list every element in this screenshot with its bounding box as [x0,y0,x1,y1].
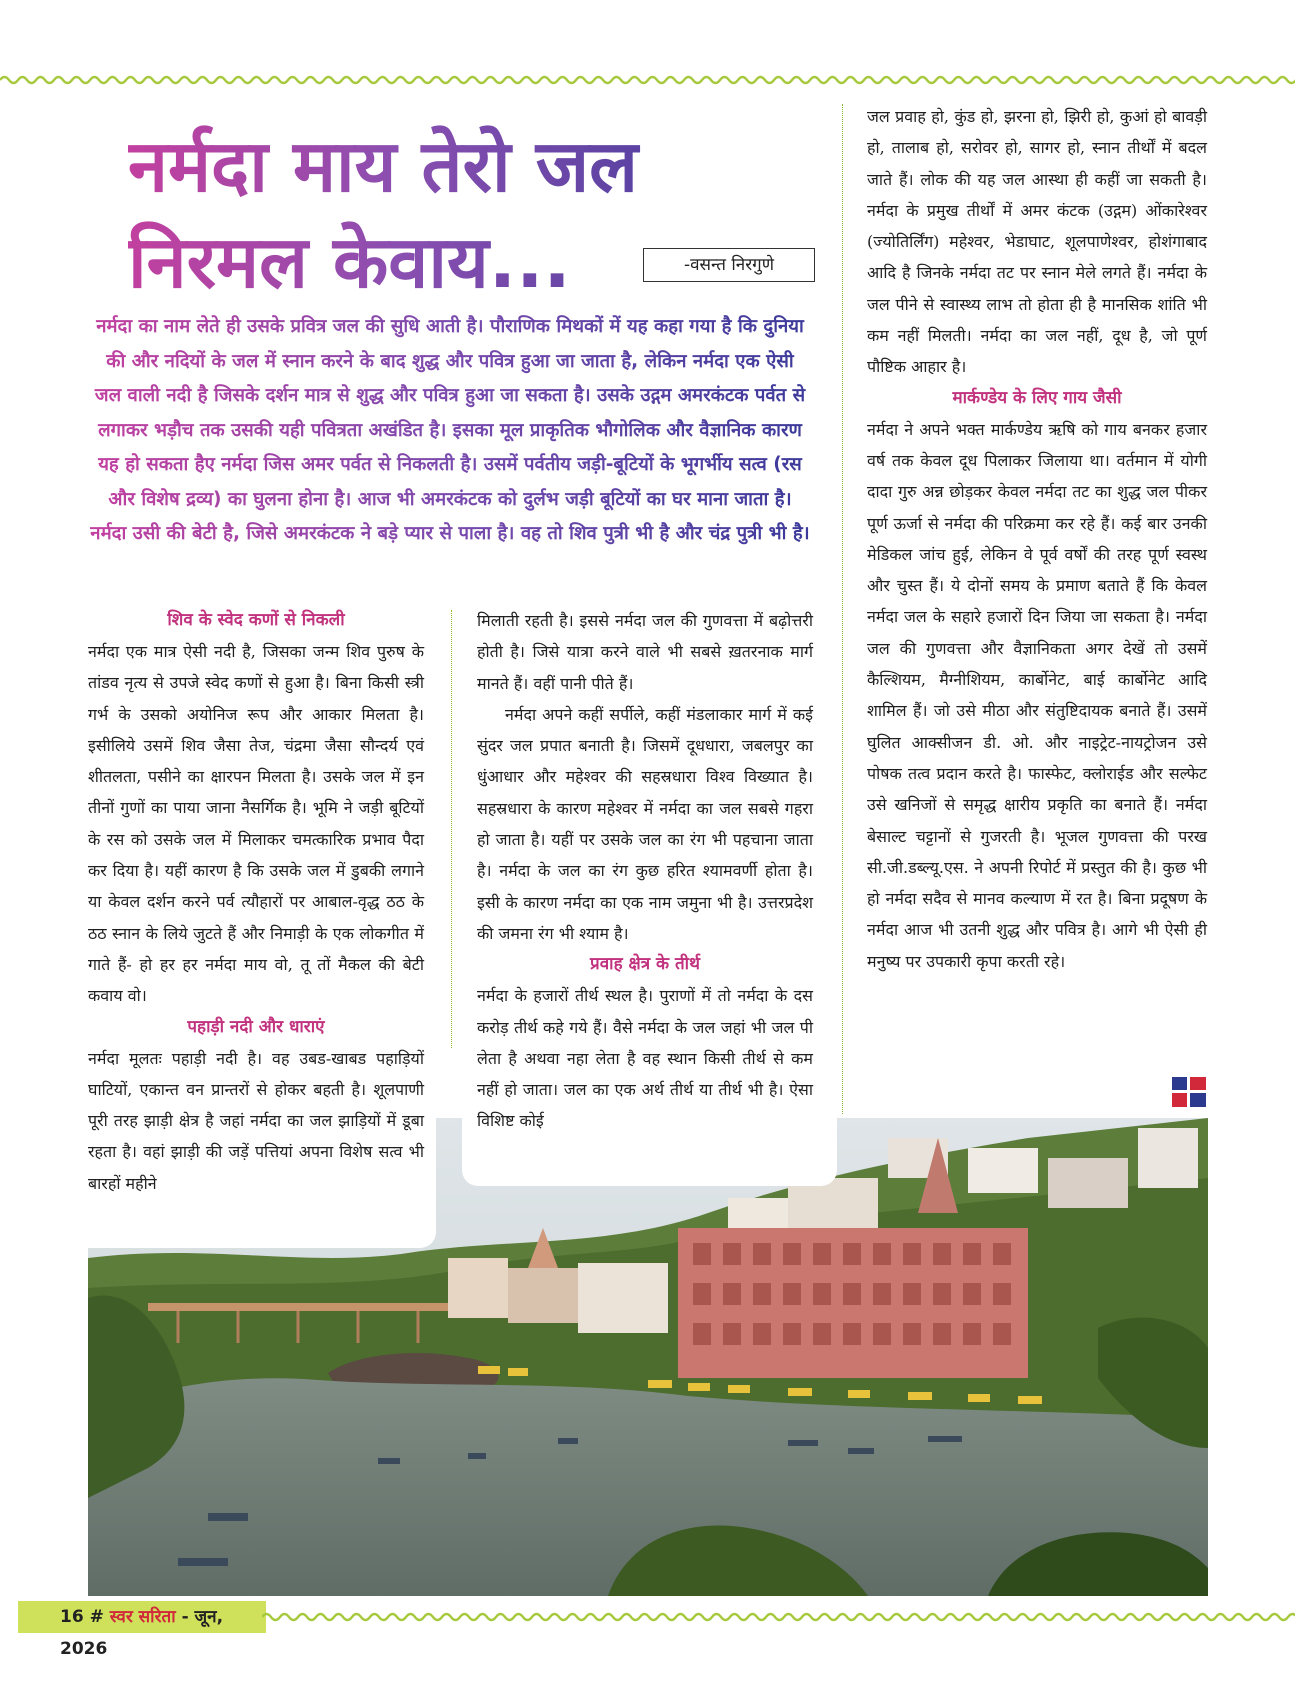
end-mark-icon [1172,1077,1206,1107]
issue-date: - जून, 2026 [60,1607,224,1659]
subheading-teerth: प्रवाह क्षेत्र के तीर्थ [590,954,700,975]
paragraph: नर्मदा अपने कहीं सर्पीले, कहीं मंडलाकार मार्ग में कई सुंदर जल प्रपात बनाती है। जिसमें दूधधारा, जबलपुर का धुंआधार और महेश्वर की सहस्रधारा विश्व विख्यात है। सहस्रधारा के कारण महेश्वर में नर्मदा का जल सबसे गहरा हो जाता है। यहीं पर उसके जल का रंग भी पहचाना जाता है। नर्मदा के जल का रंग कुछ हरित श्यामवर्णी होता है। इसी के कारण नर्मदा का एक नाम जमुना भी है। उत्तरप्रदेश की जमना रंग भी श्याम है। [477,704,813,943]
paragraph: नर्मदा के हजारों तीर्थ स्थल है। पुराणों में तो नर्मदा के दस करोड़ तीर्थ कहे गये हैं। वैसे नर्मदा के जल जहां भी जल पी लेता है अथवा नहा लेता है वह स्थान किसी तीर्थ से कम नहीं हो जाता। जल का एक अर्थ तीर्थ या तीर्थ भी है। ऐसा विशिष्ट कोई [477,986,813,1131]
title-line-1: नर्मदा माय तेरो जल [128,124,638,208]
subheading-pahadi: पहाड़ी नदी और धाराएं [187,1016,325,1037]
page-footer [18,1601,266,1659]
paragraph: मिलाती रहती है। इससे नर्मदा जल की गुणवत्ता में बढ़ोत्तरी होती है। जिसे यात्रा करने वाले भी सबसे ख़तरनाक मार्ग मानते हैं। वहीं पानी पीते हैं। [477,611,813,693]
page-number: 16 # [60,1607,104,1627]
title-line-2: निरमल केवाय... [128,220,571,304]
bottom-wave-border [262,1609,1295,1625]
subheading-markandeya: मार्कण्डेय के लिए गाय जैसी [952,387,1122,408]
paragraph: नर्मदा मूलतः पहाड़ी नदी है। वह उबड-खाबड पहाड़ियों घाटियों, एकान्त वन प्रान्तरों से होकर बहती है। शूलपाणी पूरी तरह झाड़ी क्षेत्र है जहां नर्मदा का जल झाड़ियों में डूबा रहता है। वहां झाड़ी की जड़ें पत्तियां अपना विशेष सत्व भी बारहों महीने [88,1048,424,1193]
column-divider-1 [451,610,452,1048]
column-2 [477,605,813,1137]
article-title [128,118,728,310]
subheading-shiv: शिव के स्वेद कणों से निकली [167,610,345,630]
paragraph: नर्मदा ने अपने भक्त मार्कण्डेय ऋषि को गाय बनकर हजार वर्ष तक केवल दूध पिलाकर जिलाया था। वर्तमान में योगी दादा गुरु अन्न छोड़कर केवल नर्मदा तट का शुद्ध जल पीकर पूर्ण ऊर्जा से नर्मदा की परिक्रमा कर रहे हैं। कई बार उनकी मेडिकल जांच हुई, लेकिन वे पूर्व वर्षों की तरह पूर्ण स्वस्थ और चुस्त हैं। ये दोनों समय के प्रमाण बताते हैं कि केवल नर्मदा जल के सहारे हजारों दिन जिया जा सकता है। नर्मदा जल की गुणवत्ता और वैज्ञानिकता अगर देखें तो उसमें कैल्शियम, मैग्नीशियम, कार्बोनेट, बाई कार्बोनेट आदि शामिल हैं। जो उसे मीठा और संतुष्टिदायक बनाते हैं। उसमें घुलित आक्सीजन डी. ओ. और नाइट्रेट-नायट्रोजन उसे पोषक तत्व प्रदान करते है। फास्फेट, क्लोराईड और सल्फेट उसे खनिजों से समृद्ध क्षारीय प्रकृति का बनाते हैं। नर्मदा बेसाल्ट चट्टानों से गुजरती है। भूजल गुणवत्ता की परख सी.जी.डब्ल्यू.एस. ने अपनी रिपोर्ट में प्रस्तुत की है। कुछ भी हो नर्मदा सदैव से मानव कल्याण में रत है। बिना प्रदूषण के नर्मदा आज भी उतनी शुद्ध और पवित्र है। आगे भी ऐसी ही मनुष्य पर उपकारी कृपा करती रहे। [867,419,1207,971]
paragraph: जल प्रवाह हो, कुंड हो, झरना हो, झिरी हो, कुआं हो बावड़ी हो, तालाब हो, सरोवर हो, सागर हो, स्नान तीर्थों में बदल जाते हैं। लोक की यह जल आस्था ही कहीं जा सकती है। नर्मदा के प्रमुख तीर्थों में अमर कंटक (उद्गम) ओंकारेश्वर (ज्योतिर्लिंग) महेश्वर, भेडाघाट, शूलपाणेश्वर, होशंगाबाद आदि है जिनके नर्मदा तट पर स्नान मेले लगते हैं। नर्मदा के जल पीने से स्वास्थ्य लाभ तो होता ही है मानसिक शांति भी कम नहीं मिलती। नर्मदा का जल नहीं, दूध है, जो पूर्ण पौष्टिक आहार है। [867,107,1207,377]
magazine-name: स्वर सरिता [109,1607,176,1627]
article-intro: नर्मदा का नाम लेते ही उसके प्रवित्र जल की सुधि आती है। पौराणिक मिथकों में यह कहा गया है कि दुनिया की और नदियों के जल में स्नान करने के बाद शुद्ध और पवित्र हुआ जा जाता है, लेकिन नर्मदा एक ऐसी जल वाली नदी है जिसके दर्शन मात्र से शुद्ध और पवित्र हुआ जा सकता है। उसके उद्गम अमरकंटक पर्वत से लगाकर भड़ौच तक उसकी यही पवित्रता अखंडित है। इसका मूल प्राकृतिक भौगोलिक और वैज्ञानिक कारण यह हो सकता हैए नर्मदा जिस अमर पर्वत से निकलती है। उसमें पर्वतीय जड़ी-बूटियों के भूगर्भीय सत्व (रस और विशेष द्रव्य) का घुलना होना है। आज भी अमरकंटक को दुर्लभ जड़ी बूटियों का घर माना जाता है। नर्मदा उसी की बेटी है, जिसे अमरकंटक ने बड़े प्यार से पाला है। वह तो शिव पुत्री भी है और चंद्र पुत्री भी है। [90,310,810,552]
column-divider-2 [842,104,843,1114]
column-1 [88,605,424,1199]
author-byline: -वसन्त निरगुणे [643,248,815,282]
top-wave-border [0,72,1295,88]
column-3 [867,101,1207,977]
paragraph: नर्मदा एक मात्र ऐसी नदी है, जिसका जन्म शिव पुरुष के तांडव नृत्य से उपजे स्वेद कणों से हुआ है। बिना किसी स्त्री गर्भ के उसको अयोनिज रूप और आकार मिलता है। इसीलिये उसमें शिव जैसा तेज, चंद्रमा जैसा सौन्दर्य एवं शीतलता, पसीने का क्षारपन मिलता है। उसके जल में इन तीनों गुणों का पाया जाना नैसर्गिक है। भूमि ने जड़ी बूटियों के रस को उसके जल में मिलाकर चमत्कारिक प्रभाव पैदा कर दिया है। यहीं कारण है कि उसके जल में डुबकी लगाने या केवल दर्शन करने पर्व त्यौहारों पर आबाल-वृद्ध ठठ के ठठ स्नान के लिये जुटते हैं और निमाड़ी के एक लोकगीत में गाते हैं- हो हर हर नर्मदा माय वो, तू तों मैकल की बेटी कवाय वो। [88,642,424,1006]
